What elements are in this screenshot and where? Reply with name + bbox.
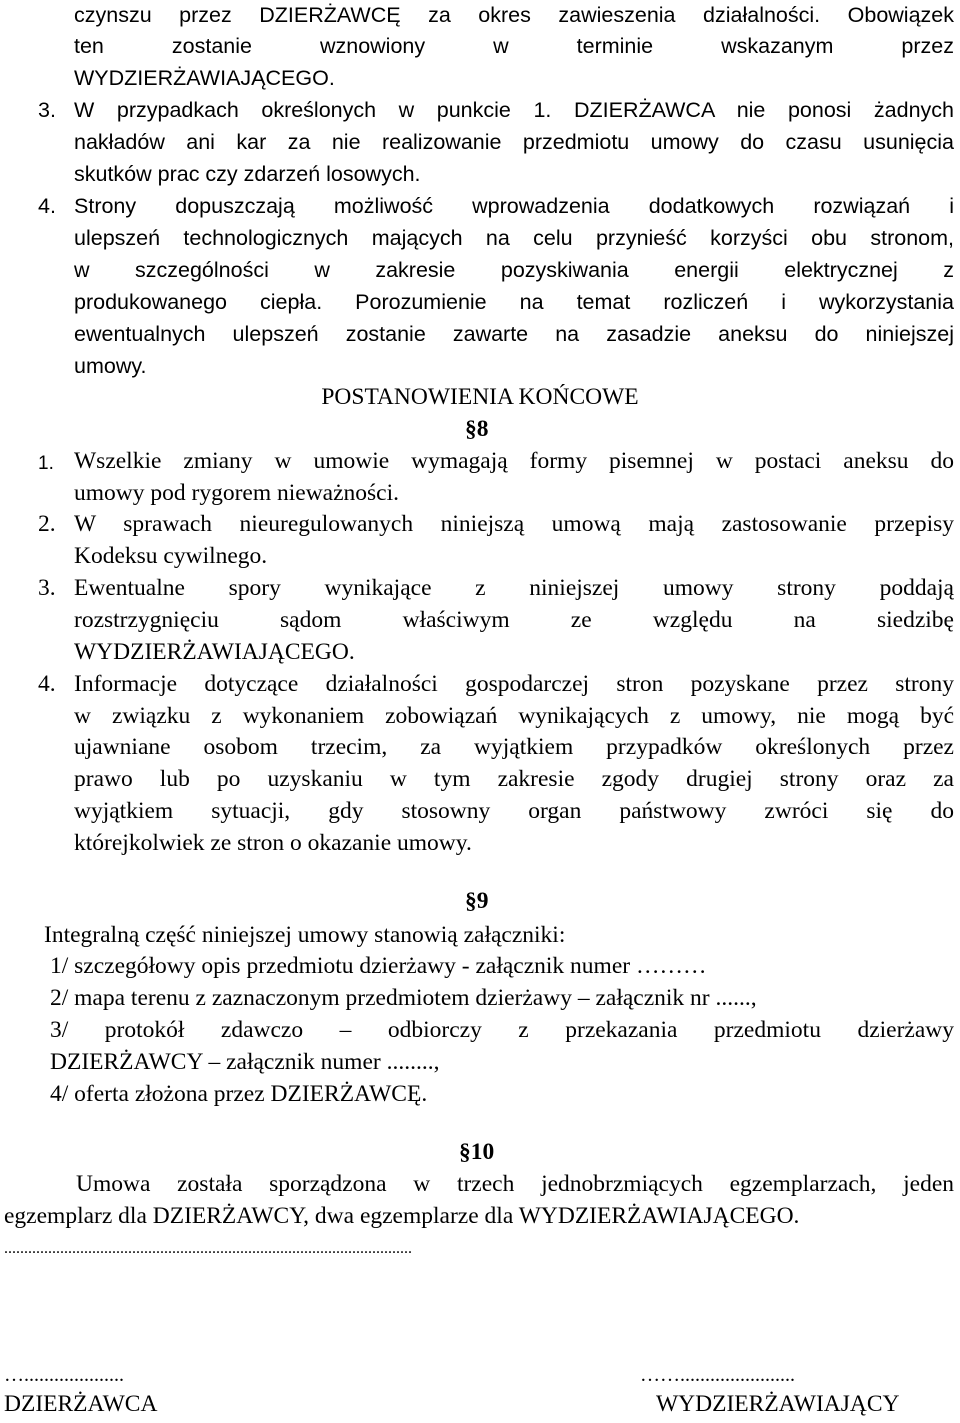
attachment-item: 3/ protokół zdawczo – odbiorczy z przekazania przedmiotu dzierżawy <box>50 1017 954 1043</box>
paragraph-line: w szczególności w zakresie pozyskiwania energii elektrycznej z <box>74 258 954 282</box>
paragraph-line: skutków prac czy zdarzeń losowych. <box>74 162 421 186</box>
section-sign-icon: § <box>465 416 477 442</box>
paragraph-line: W sprawach nieuregulowanych niniejszą umową mają zastosowanie przepisy <box>74 511 954 537</box>
paragraph-line: czynszu przez DZIERŻAWCĘ za okres zawieszenia działalności. Obowiązek <box>74 3 954 27</box>
paragraph-line: W przypadkach określonych w punkcie 1. DZIERŻAWCA nie ponosi żadnych <box>74 98 954 122</box>
section-mark-9 <box>465 886 489 917</box>
item-number: 4. <box>38 671 56 697</box>
attachment-item: DZIERŻAWCY – załącznik numer ........, <box>50 1049 440 1075</box>
section-mark-10 <box>459 1137 494 1168</box>
section-heading: POSTANOWIENIA KOŃCOWE <box>321 384 639 410</box>
paragraph-line: egzemplarz dla DZIERŻAWCY, dwa egzemplarze dla WYDZIERŻAWIAJĄCEGO. <box>4 1203 800 1229</box>
paragraph-line: ten zostanie wznowiony w terminie wskazanym przez <box>74 34 954 58</box>
paragraph-line: którejkolwiek ze stron o okazanie umowy. <box>74 830 472 856</box>
paragraph-line: ulepszeń technologicznych mających na celu przynieść korzyści obu stronom, <box>74 226 954 250</box>
paragraph-line: rozstrzygnięciu sądom właściwym ze względu na siedzibę <box>74 607 954 633</box>
paragraph-line: Ewentualne spory wynikające z niniejszej umowy strony poddają <box>74 575 954 601</box>
section-number: 8 <box>476 416 489 442</box>
section-mark-8 <box>465 414 489 445</box>
item-number: 1. <box>38 453 54 474</box>
paragraph-line: ujawniane osobom trzecim, za wyjątkiem przypadków określonych przez <box>74 734 954 760</box>
item-number: 3. <box>38 98 56 122</box>
attachment-item: 1/ szczegółowy opis przedmiotu dzierżawy - załącznik numer ……… <box>50 953 707 979</box>
section-number: 10 <box>470 1139 495 1165</box>
attachment-item: 4/ oferta złożona przez DZIERŻAWCĘ. <box>50 1081 428 1107</box>
item-number: 2. <box>38 511 56 537</box>
paragraph-line: Strony dopuszczają możliwość wprowadzenia dodatkowych rozwiązań i <box>74 194 954 218</box>
signature-label-right: WYDZIERŻAWIAJĄCY <box>656 1391 900 1417</box>
paragraph-line: Kodeksu cywilnego. <box>74 543 268 569</box>
section-sign-icon: § <box>459 1139 471 1165</box>
paragraph-line: Wszelkie zmiany w umowie wymagają formy pisemnej w postaci aneksu do <box>74 448 954 474</box>
paragraph-line: WYDZIERŻAWIAJĄCEGO. <box>74 66 335 90</box>
item-number: 3. <box>38 575 56 601</box>
dotted-line: ...................................................................................................... <box>4 1240 412 1257</box>
item-number: 4. <box>38 194 56 218</box>
paragraph-line: umowy pod rygorem nieważności. <box>74 480 400 506</box>
paragraph-line: nakładów ani kar za nie realizowanie przedmiotu umowy do czasu usunięcia <box>74 130 954 154</box>
signature-label-left: DZIERŻAWCA <box>4 1391 158 1417</box>
signature-line-right: ……....................... <box>640 1364 795 1386</box>
attachment-item: 2/ mapa terenu z zaznaczonym przedmiotem dzierżawy – załącznik nr ......, <box>50 985 757 1011</box>
signature-line-left: ….................... <box>4 1364 124 1386</box>
paragraph-line: w związku z wykonaniem zobowiązań wynikających z umowy, nie mogą być <box>74 703 954 729</box>
paragraph-line: wyjątkiem sytuacji, gdy stosowny organ państwowy zwróci się do <box>74 798 954 824</box>
paragraph-line: ewentualnych ulepszeń zostanie zawarte na zasadzie aneksu do niniejszej <box>74 322 954 346</box>
section-sign-icon: § <box>465 888 477 914</box>
paragraph-line: umowy. <box>74 354 147 378</box>
paragraph-line: Umowa została sporządzona w trzech jednobrzmiących egzemplarzach, jeden <box>76 1171 954 1197</box>
section-number: 9 <box>476 888 489 914</box>
paragraph-line: produkowanego ciepła. Porozumienie na temat rozliczeń i wykorzystania <box>74 290 954 314</box>
paragraph-line: prawo lub po uzyskaniu w tym zakresie zgody drugiej strony oraz za <box>74 766 954 792</box>
paragraph-line: WYDZIERŻAWIAJĄCEGO. <box>74 639 355 665</box>
attachments-intro: Integralną część niniejszej umowy stanowią załączniki: <box>44 922 566 948</box>
paragraph-line: Informacje dotyczące działalności gospodarczej stron pozyskane przez strony <box>74 671 954 697</box>
